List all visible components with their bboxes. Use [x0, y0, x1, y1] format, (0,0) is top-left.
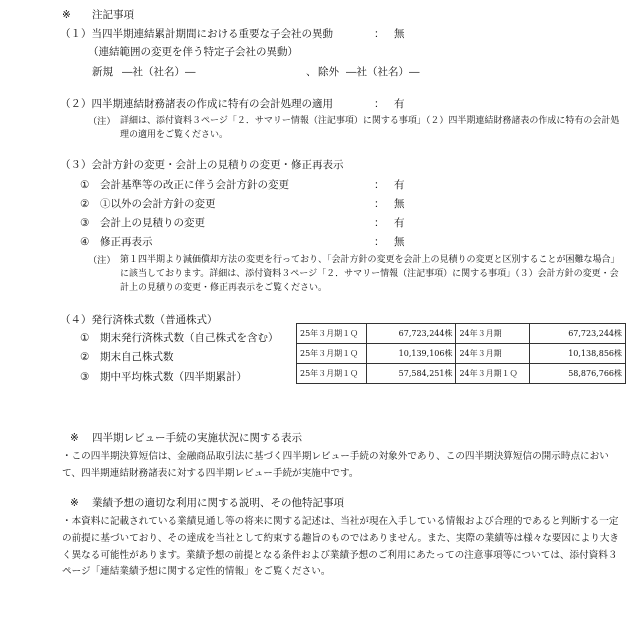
- forecast-text: ・本資料に記載されている業績見通し等の将来に関する記述は、当社が現在入手している情報および合理的であると判断する一定の前提に基づいており、その達成を当社として約束する趣旨のものではありません。また、実際の業績等は様々な要因により大きく異なる可能性があります。業績予想の前提となる条件および業績予想のご利用にあたっての注意事項等については、添付資料３ページ「連結業績予想に関する定性的情報」をご覧ください。: [62, 516, 620, 578]
- section4-row1-num: ①: [80, 332, 90, 344]
- section1-excl-value: ―社（社名）―: [346, 66, 420, 78]
- shares-value-cell: 10,138,856株: [529, 344, 625, 364]
- section3-label: （３）会計方針の変更・会計上の見積りの変更・修正再表示: [60, 159, 344, 171]
- section1-excl-label: 除外: [318, 66, 339, 78]
- section4-row2-label: 期末自己株式数: [100, 351, 174, 363]
- section3-item2-colon: ：: [374, 198, 385, 210]
- section3-item1-label: 会計基準等の改正に伴う会計方針の変更: [100, 179, 289, 191]
- forecast-title: 業績予想の適切な利用に関する説明、その他特記事項: [92, 497, 344, 509]
- section2-value: 有: [394, 98, 405, 110]
- review-text: ・この四半期決算短信は、金融商品取引法に基づく四半期レビュー手続の対象外であり、この四半期決算短信の開示時点において、四半期連結財務諸表に対する四半期レビュー手続が実施中です。: [62, 451, 609, 479]
- period-cell: 25年３月期１Ｑ: [297, 324, 367, 344]
- section3-item1-num: ①: [80, 179, 90, 191]
- section3-item2-value: 無: [394, 198, 405, 210]
- table-row: [297, 324, 626, 344]
- period-cell: 24年３月期: [456, 344, 529, 364]
- section4-row3-label: 期中平均株式数（四半期累計）: [100, 371, 247, 383]
- section1-new-label: 新規: [92, 66, 113, 78]
- period-cell: 24年３月期１Ｑ: [456, 364, 529, 384]
- section3-item1-colon: ：: [374, 179, 385, 191]
- shares-table: [296, 323, 626, 384]
- section3-item3-num: ③: [80, 217, 90, 229]
- forecast-mark: ※: [70, 497, 79, 509]
- section3-item4-value: 無: [394, 236, 405, 248]
- section1-new-value: ―社（社名）―: [122, 66, 196, 78]
- period-cell: 25年３月期１Ｑ: [297, 364, 367, 384]
- notes-mark: ※: [62, 9, 71, 21]
- section2-note-prefix: （注）: [88, 116, 116, 127]
- shares-value-cell: 58,876,766株: [529, 364, 625, 384]
- shares-value-cell: 10,139,106株: [367, 344, 456, 364]
- section1-sub: （連結範囲の変更を伴う特定子会社の異動）: [88, 46, 298, 58]
- section2-label: （２）四半期連結財務諸表の作成に特有の会計処理の適用: [60, 98, 333, 110]
- section3-item2-num: ②: [80, 198, 90, 210]
- review-mark: ※: [70, 432, 79, 444]
- section4-row1-label: 期末発行済株式数（自己株式を含む）: [100, 332, 279, 344]
- section3-item1-value: 有: [394, 179, 405, 191]
- table-row: [297, 364, 626, 384]
- section2-colon: ：: [374, 98, 385, 110]
- section3-item3-label: 会計上の見積りの変更: [100, 217, 205, 229]
- shares-value-cell: 57,584,251株: [367, 364, 456, 384]
- review-title: 四半期レビュー手続の実施状況に関する表示: [92, 432, 302, 444]
- section1-value: 無: [394, 28, 405, 40]
- section4-label: （４）発行済株式数（普通株式）: [60, 314, 218, 326]
- table-row: [297, 344, 626, 364]
- section1-label: （１）当四半期連結累計期間における重要な子会社の異動: [60, 28, 333, 40]
- shares-value-cell: 67,723,244株: [367, 324, 456, 344]
- section3-item2-label: ①以外の会計方針の変更: [100, 198, 216, 210]
- section3-item4-colon: ：: [374, 236, 385, 248]
- section3-note: 第１四半期より減価償却方法の変更を行っており、「会計方針の変更を会計上の見積りの変更と区別することが困難な場合」に該当しております。詳細は、添付資料３ページ「２．サマリー情報（注記事項）に関する事項」（３）会計方針の変更・会計上の見積りの変更・修正再表示をご覧ください。: [120, 255, 620, 293]
- section1-colon: ：: [374, 28, 385, 40]
- section1-separator: 、: [306, 66, 317, 78]
- section3-item3-value: 有: [394, 217, 405, 229]
- section3-item4-label: 修正再表示: [100, 236, 153, 248]
- period-cell: 25年３月期１Ｑ: [297, 344, 367, 364]
- shares-value-cell: 67,723,244株: [529, 324, 625, 344]
- section4-row3-num: ③: [80, 371, 90, 383]
- notes-title: 注記事項: [92, 9, 134, 21]
- section4-row2-num: ②: [80, 351, 90, 363]
- period-cell: 24年３月期: [456, 324, 529, 344]
- section3-item3-colon: ：: [374, 217, 385, 229]
- section2-note: 詳細は、添付資料３ページ「２．サマリー情報（注記事項）に関する事項」（２）四半期連結財務諸表の作成に特有の会計処理の適用をご覧ください。: [120, 116, 620, 140]
- section3-note-prefix: （注）: [88, 255, 116, 266]
- section3-item4-num: ④: [80, 236, 90, 248]
